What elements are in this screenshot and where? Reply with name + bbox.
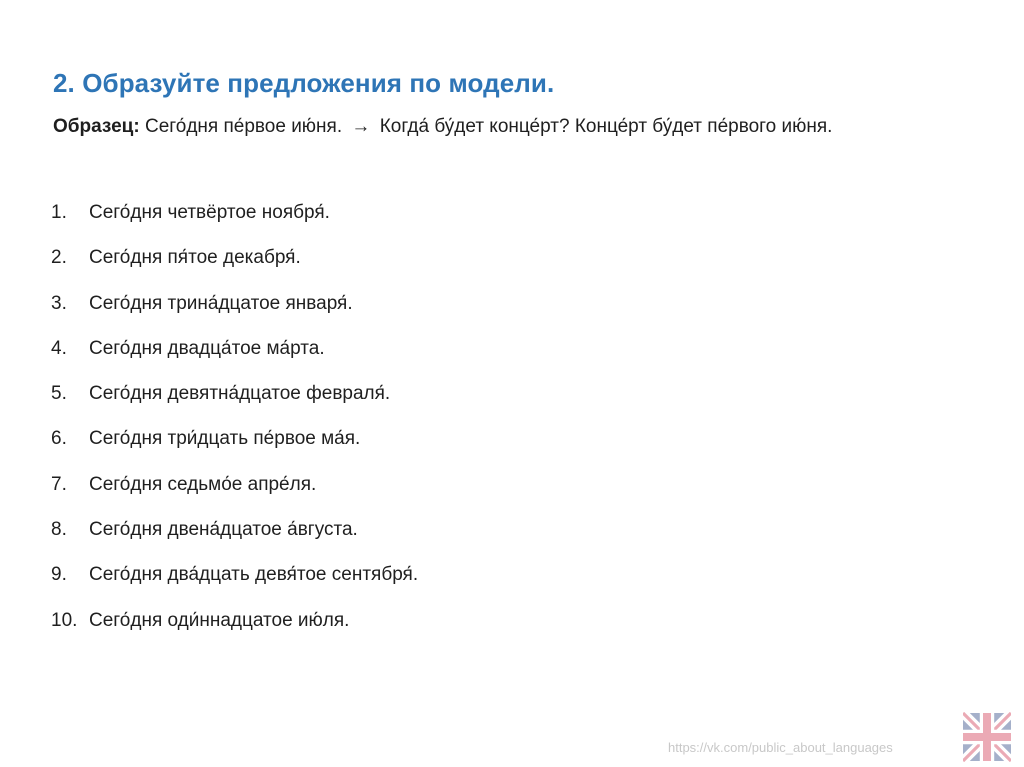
- item-text: Сего́дня трина́дцатое января́.: [89, 292, 353, 314]
- list-item: [51, 519, 418, 564]
- sample-line: [53, 116, 832, 138]
- uk-flag-icon: [963, 712, 1011, 762]
- item-number: 2.: [51, 247, 67, 269]
- sample-text-before: Сего́дня пе́рвое ию́ня.: [144, 116, 343, 137]
- item-text: Сего́дня три́дцать пе́рвое ма́я.: [89, 428, 361, 450]
- item-number: 7.: [51, 473, 67, 495]
- list-item: [51, 610, 418, 655]
- list-item: [51, 247, 418, 292]
- item-text: Сего́дня пя́тое декабря́.: [89, 247, 301, 269]
- list-item: [51, 293, 418, 338]
- item-text: Сего́дня двадца́тое ма́рта.: [89, 337, 325, 359]
- list-item: [51, 564, 418, 609]
- item-number: 9.: [51, 564, 67, 586]
- list-item: [51, 383, 418, 428]
- exercise-list: [51, 202, 418, 655]
- list-item: [51, 474, 418, 519]
- item-number: 3.: [51, 292, 67, 314]
- item-text: Сего́дня девятна́дцатое февраля́.: [89, 383, 391, 405]
- list-item: [51, 338, 418, 383]
- list-item: [51, 428, 418, 473]
- item-number: 5.: [51, 383, 67, 405]
- item-text: Сего́дня оди́ннадцатое ию́ля.: [89, 609, 350, 631]
- item-number: 10.: [51, 609, 78, 631]
- footer-link[interactable]: https://vk.com/public_about_languages: [668, 740, 893, 755]
- item-number: 8.: [51, 519, 67, 541]
- item-number: 4.: [51, 337, 67, 359]
- list-item: [51, 202, 418, 247]
- item-text: Сего́дня четвёртое ноября́.: [89, 202, 330, 223]
- item-text: Сего́дня два́дцать девя́тое сентября́.: [89, 564, 419, 586]
- item-number: 1.: [51, 202, 67, 223]
- item-number: 6.: [51, 428, 67, 450]
- sample-text-after: Когда́ бу́дет конце́рт? Конце́рт бу́дет пе́рвого ию́ня.: [379, 116, 833, 137]
- page-title: 2. Образуйте предложения по модели.: [53, 68, 555, 98]
- arrow-right-icon: →: [351, 116, 371, 137]
- item-text: Сего́дня двена́дцатое а́вгуста.: [89, 519, 358, 541]
- item-text: Сего́дня седьмо́е апре́ля.: [89, 473, 317, 495]
- sample-label: Образец:: [53, 116, 140, 137]
